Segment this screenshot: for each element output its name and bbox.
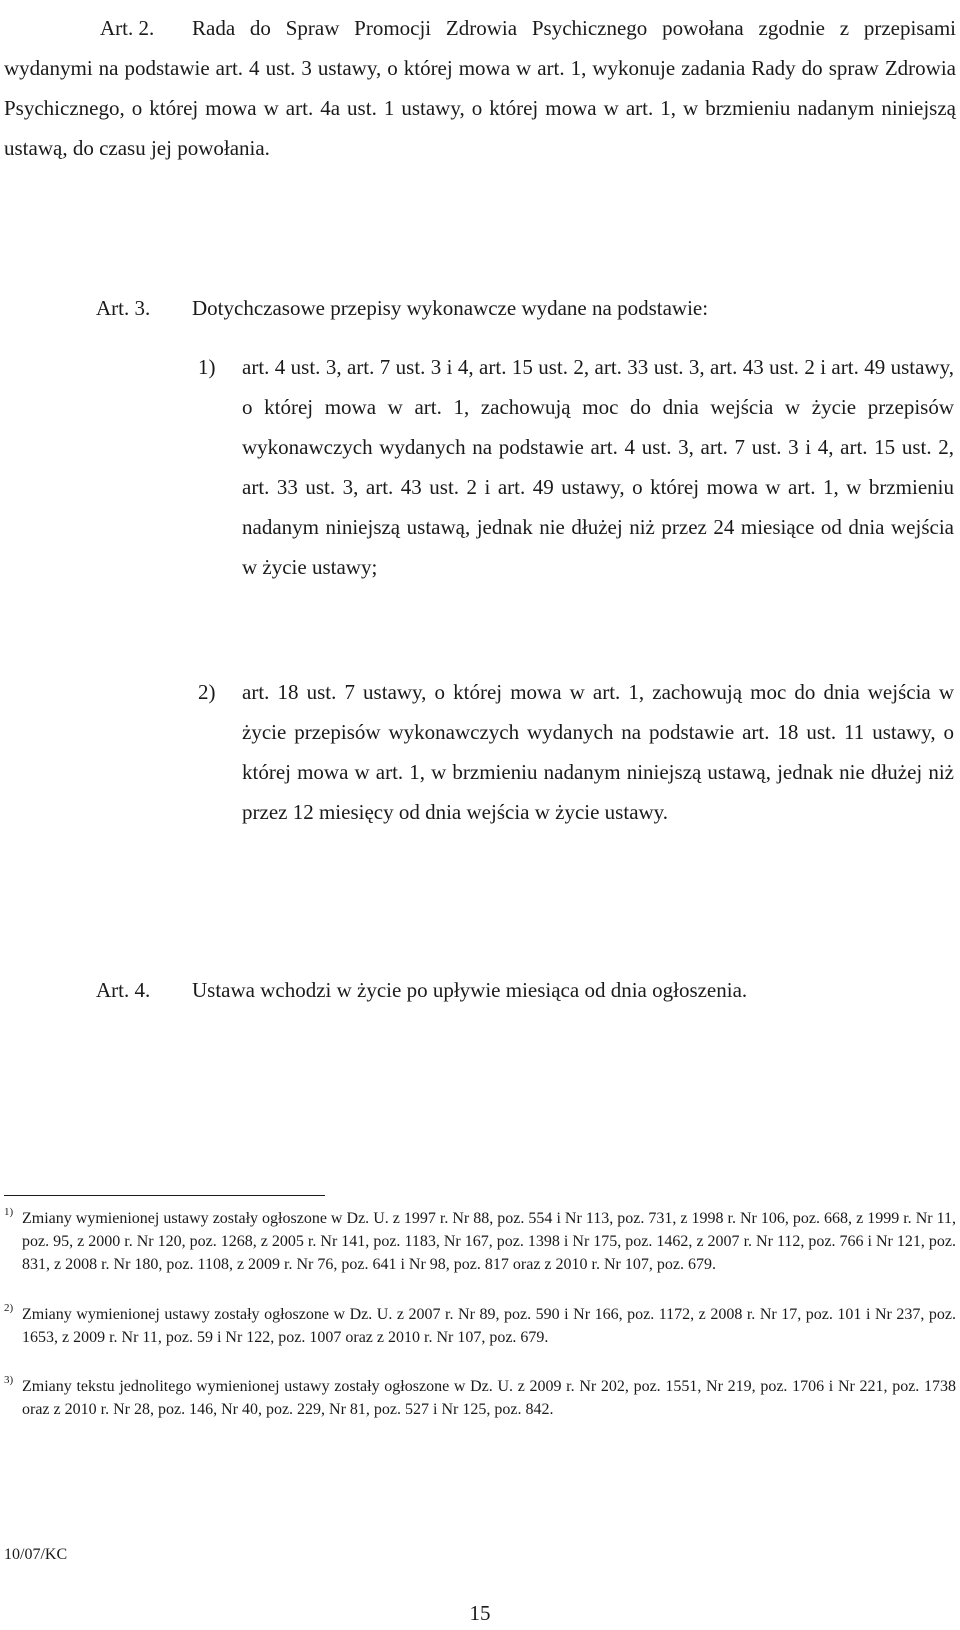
article-3-intro: Dotychczasowe przepisy wykonawcze wydane na podstawie: [192,296,709,320]
footnote-mark: 3) [4,1374,14,1386]
list-marker: 2) [198,680,216,704]
footnote-2 [4,1302,956,1349]
list-item-text: art. 18 ust. 7 ustawy, o której mowa w art. 1, zachowują moc do dnia wejścia w życie przepisów wykonawczych wydanych na podstawie art. 18 ust. 11 ustawy, o której mowa w art. 1, w brzmieniu nadanym niniejszą ustawą, jednak nie dłużej niż przez 12 miesięcy od dnia wejścia w życie ustawy. [242,680,954,824]
list-item-text: art. 4 ust. 3, art. 7 ust. 3 i 4, art. 15 ust. 2, art. 33 ust. 3, art. 43 ust. 2 i art. 49 ustawy, o której mowa w art. 1, zachowują moc do dnia wejścia w życie przepisów wykonawczych wydanych na podstawie art. 4 ust. 3, art. 7 ust. 3 i 4, art. 15 ust. 2, art. 33 ust. 3, art. 43 ust. 2 i art. 49 ustawy, o której mowa w art. 1, w brzmieniu nadanym niniejszą ustawą, jednak nie dłużej niż przez 24 miesiące od dnia wejścia w życie ustawy; [242,355,954,579]
article-4-text: Ustawa wchodzi w życie po upływie miesiąca od dnia ogłoszenia. [192,978,748,1002]
article-3-item-1 [198,347,954,587]
article-4-number: Art. 4. [96,978,151,1002]
document-signature: 10/07/KC [4,1546,68,1563]
footnote-3 [4,1374,956,1421]
article-3-number: Art. 3. [96,296,151,320]
footnote-text: Zmiany wymienionej ustawy zostały ogłoszone w Dz. U. z 2007 r. Nr 89, poz. 590 i Nr 166, poz. 1172, z 2008 r. Nr 17, poz. 101 i Nr 237, poz. 1653, z 2009 r. Nr 11, poz. 59 i Nr 122, poz. 1007 oraz z 2010 r. Nr 107, poz. 679. [22,1306,956,1346]
footnote-1 [4,1206,956,1276]
footnote-mark: 1) [4,1206,14,1218]
page-number: 15 [469,1601,491,1625]
article-3-item-2 [198,672,954,832]
article-2 [4,8,956,168]
list-marker: 1) [198,355,216,379]
footnote-text: Zmiany tekstu jednolitego wymienionej ustawy zostały ogłoszone w Dz. U. z 2009 r. Nr 202, poz. 1551, Nr 219, poz. 1706 i Nr 221, poz. 1738 oraz z 2010 r. Nr 28, poz. 146, Nr 40, poz. 229, Nr 81, poz. 527 i Nr 125, poz. 842. [22,1378,956,1418]
article-3 [0,288,960,328]
footnote-separator [4,1195,325,1196]
article-4 [0,970,960,1010]
article-2-text: Rada do Spraw Promocji Zdrowia Psychicznego powołana zgodnie z przepisami wydanymi na podstawie art. 4 ust. 3 ustawy, o której mowa w art. 1, wykonuje zadania Rady do spraw Zdrowia Psychicznego, o której mowa w art. 4a ust. 1 ustawy, o której mowa w art. 1, w brzmieniu nadanym niniejszą ustawą, do czasu jej powołania. [4,16,956,160]
article-2-number: Art. 2. [100,16,155,40]
footnote-mark: 2) [4,1302,14,1314]
footnote-text: Zmiany wymienionej ustawy zostały ogłoszone w Dz. U. z 1997 r. Nr 88, poz. 554 i Nr 113, poz. 731, z 1998 r. Nr 106, poz. 668, z 1999 r. Nr 11, poz. 95, z 2000 r. Nr 120, poz. 1268, z 2005 r. Nr 141, poz. 1183, Nr 167, poz. 1398 i Nr 175, poz. 1462, z 2007 r. Nr 112, poz. 766 i Nr 121, poz. 831, z 2008 r. Nr 180, poz. 1108, z 2009 r. Nr 76, poz. 641 i Nr 98, poz. 817 oraz z 2010 r. Nr 107, poz. 679. [22,1210,956,1273]
